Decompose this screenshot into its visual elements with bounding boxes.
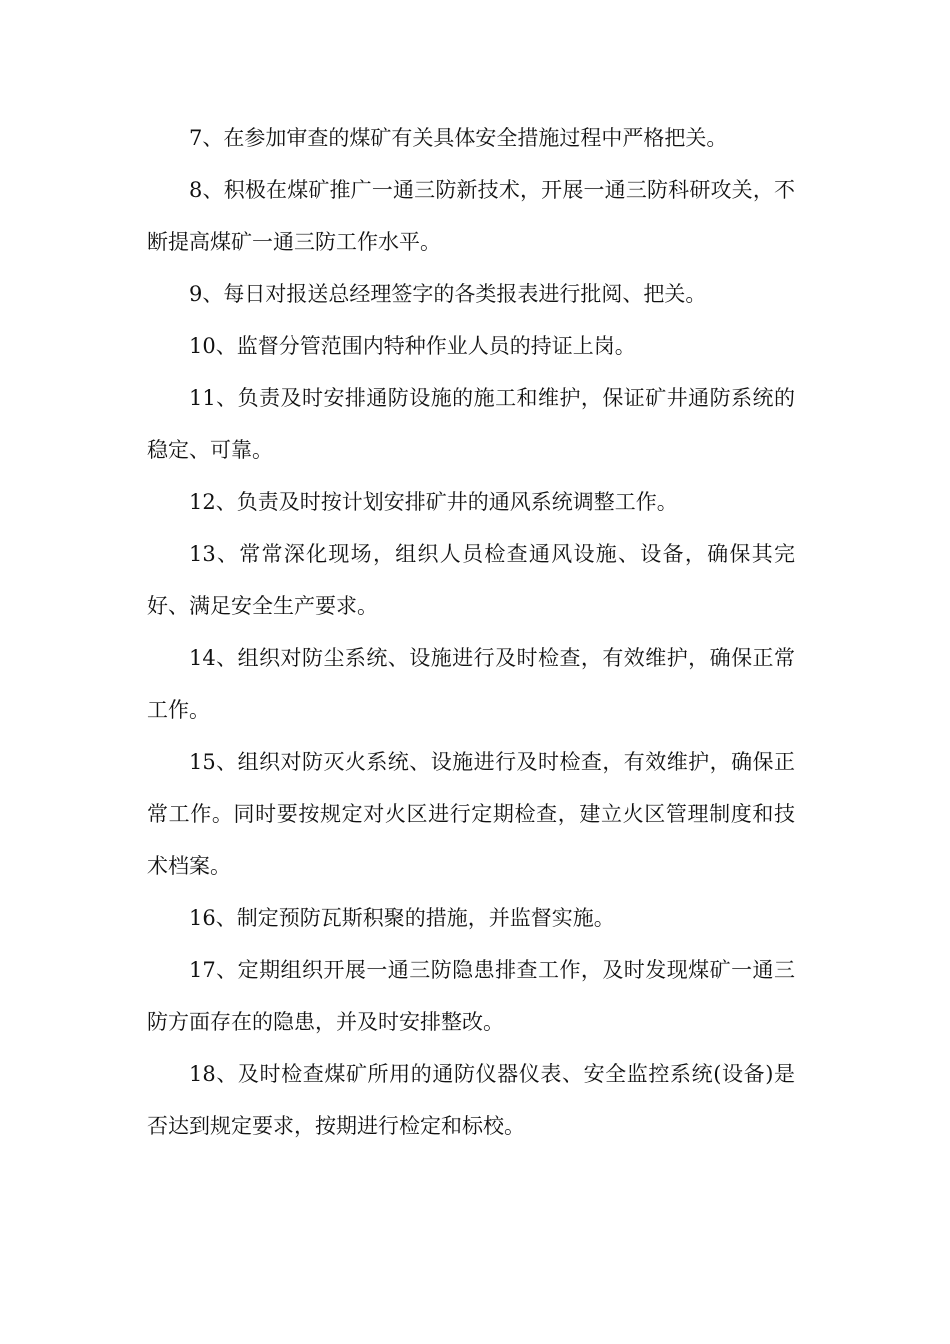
paragraph-item-17: 17、定期组织开展一通三防隐患排查工作，及时发现煤矿一通三防方面存在的隐患，并及时安排整改。 [147, 958, 795, 1034]
paragraph-item-7: 7、在参加审查的煤矿有关具体安全措施过程中严格把关。 [189, 126, 728, 150]
paragraph-item-18: 18、及时检查煤矿所用的通防仪器仪表、安全监控系统(设备)是否达到规定要求，按期进行检定和标校。 [147, 1062, 795, 1138]
paragraph-item-10: 10、监督分管范围内特种作业人员的持证上岗。 [189, 334, 636, 358]
paragraph-item-9: 9、每日对报送总经理签字的各类报表进行批阅、把关。 [189, 282, 707, 306]
paragraph-item-14: 14、组织对防尘系统、设施进行及时检查，有效维护，确保正常工作。 [147, 646, 795, 722]
document-body [147, 112, 795, 1152]
paragraph-item-8: 8、积极在煤矿推广一通三防新技术，开展一通三防科研攻关，不断提高煤矿一通三防工作水平。 [147, 178, 795, 254]
paragraph-item-12: 12、负责及时按计划安排矿井的通风系统调整工作。 [189, 490, 678, 514]
paragraph-item-16: 16、制定预防瓦斯积聚的措施，并监督实施。 [189, 906, 615, 930]
paragraph-item-15: 15、组织对防灭火系统、设施进行及时检查，有效维护，确保正常工作。同时要按规定对火区进行定期检查，建立火区管理制度和技术档案。 [147, 750, 795, 878]
paragraph-item-13: 13、常常深化现场，组织人员检查通风设施、设备，确保其完好、满足安全生产要求。 [147, 542, 795, 618]
paragraph-item-11: 11、负责及时安排通防设施的施工和维护，保证矿井通防系统的稳定、可靠。 [147, 386, 795, 462]
